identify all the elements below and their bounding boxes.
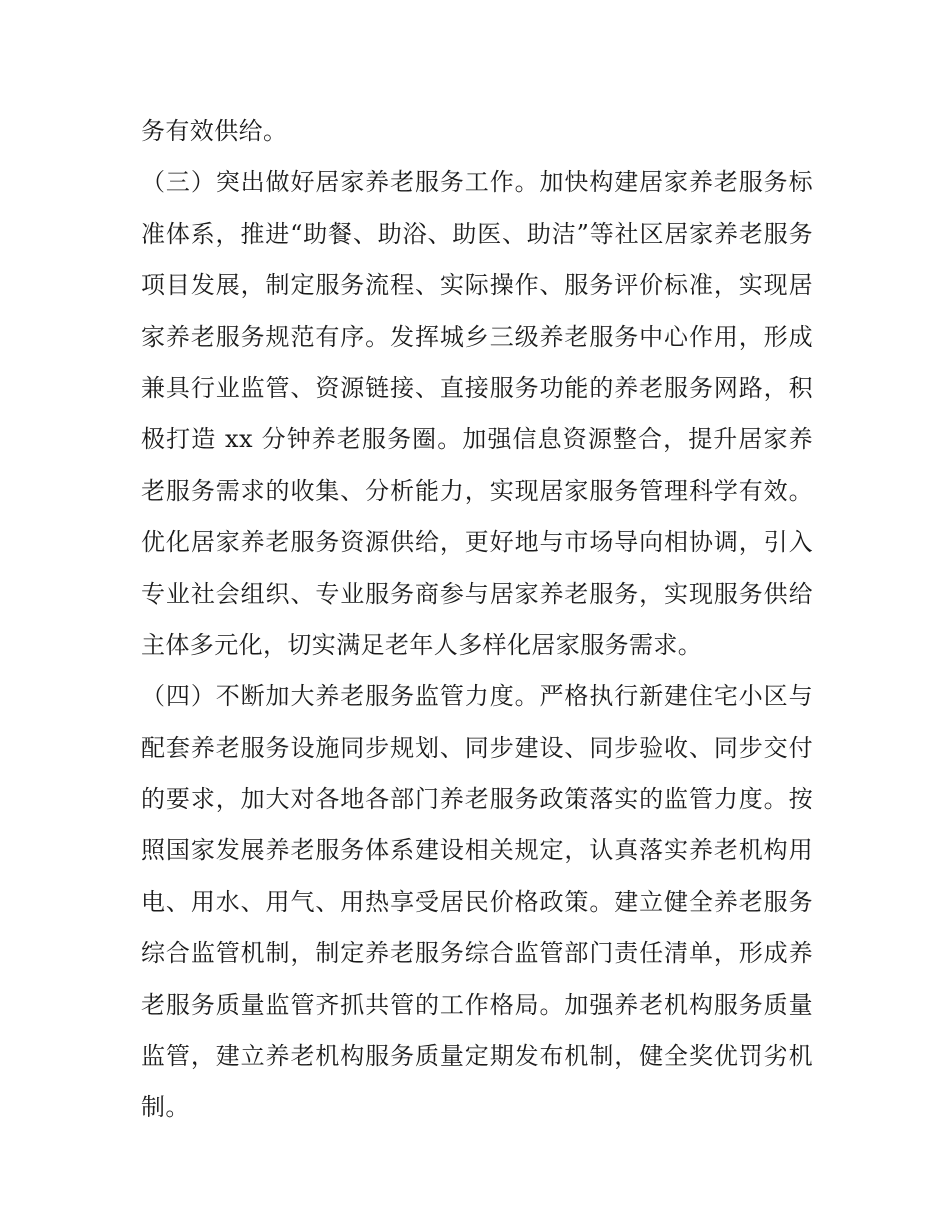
text-line: 优化居家养老服务资源供给，更好地与市场导向相协调，引入 (141, 528, 813, 557)
text-line: 主体多元化，切实满足老年人多样化居家服务需求。 (141, 630, 703, 659)
text-line: 配套养老服务设施同步规划、同步建设、同步验收、同步交付 (141, 733, 813, 762)
text-line: 的要求，加大对各地各部门养老服务政策落实的监管力度。按 (141, 785, 813, 814)
text-line: 照国家发展养老服务体系建设相关规定，认真落实养老机构用 (141, 836, 813, 865)
text-line: 专业社会组织、专业服务商参与居家养老服务，实现服务供给 (141, 579, 813, 608)
text-line: 老服务需求的收集、分析能力，实现居家服务管理科学有效。 (141, 476, 813, 505)
text-line: （三）突出做好居家养老服务工作。加快构建居家养老服务标 (141, 168, 813, 197)
document-body (141, 106, 813, 1134)
text-line: 老服务质量监管齐抓共管的工作格局。加强养老机构服务质量 (141, 990, 813, 1019)
text-line: 家养老服务规范有序。发挥城乡三级养老服务中心作用，形成 (141, 322, 813, 351)
text-line: 极打造 xx 分钟养老服务圈。加强信息资源整合，提升居家养 (141, 425, 813, 454)
text-line: 准体系，推进“助餐、助浴、助医、助洁”等社区居家养老服务 (141, 219, 813, 248)
text-line: 监管，建立养老机构服务质量定期发布机制，健全奖优罚劣机 (141, 1042, 813, 1071)
text-line: （四）不断加大养老服务监管力度。严格执行新建住宅小区与 (141, 682, 813, 711)
text-line: 兼具行业监管、资源链接、直接服务功能的养老服务网路，积 (141, 373, 813, 402)
text-line: 项目发展，制定服务流程、实际操作、服务评价标准，实现居 (141, 271, 813, 300)
text-line: 务有效供给。 (141, 117, 288, 145)
text-line: 制。 (141, 1093, 190, 1122)
text-line: 综合监管机制，制定养老服务综合监管部门责任清单，形成养 (141, 939, 813, 968)
text-line: 电、用水、用气、用热享受居民价格政策。建立健全养老服务 (141, 887, 813, 916)
